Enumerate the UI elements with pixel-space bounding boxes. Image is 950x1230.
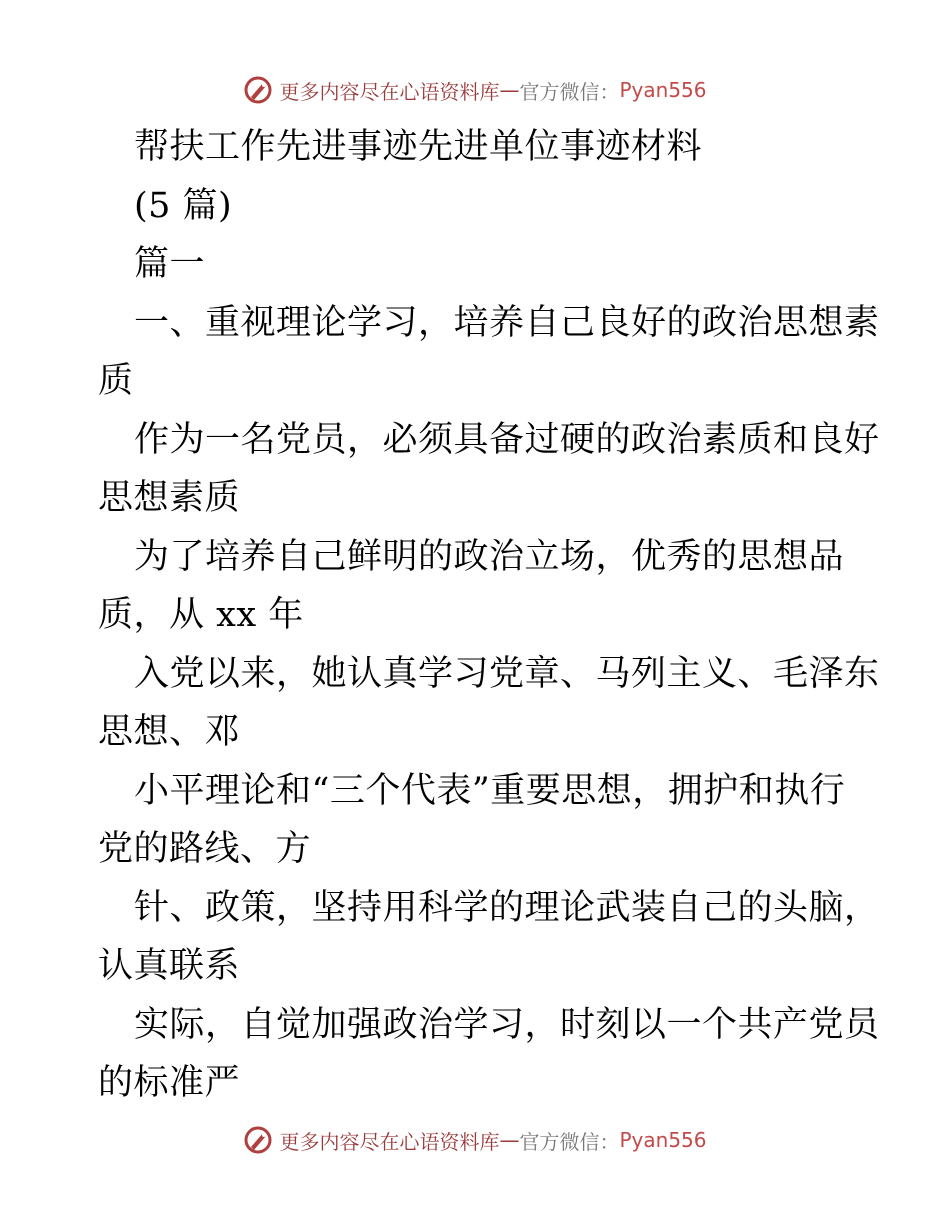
paragraph-line: 思想、邓 — [98, 712, 241, 752]
footer-wechat-id: Pyan556 — [619, 1128, 707, 1152]
footer-site-text: 更多内容尽在心语资料库 — [279, 1129, 500, 1154]
paragraph-line: 针、政策，坚持用科学的理论武装自己的头脑， — [134, 887, 880, 928]
paragraph-line: 小平理论和“三个代表”重要思想，拥护和执行 — [134, 770, 846, 811]
paragraph-line: 质 — [98, 361, 134, 401]
footer-wechat-label: 官方微信： — [519, 1129, 620, 1154]
paragraph-line: 入党以来，她认真学习党章、马列主义、毛泽东 — [134, 653, 880, 694]
pen-logo-icon — [243, 75, 273, 105]
header-site-text: 更多内容尽在心语资料库 — [279, 79, 500, 104]
paragraph-line: 质，从 xx 年 — [98, 595, 304, 635]
paragraph-line: 作为一名党员，必须具备过硬的政治素质和良好 — [134, 419, 880, 460]
document-subtitle: (5 篇) — [134, 185, 233, 226]
paragraph-line: 认真联系 — [98, 946, 241, 986]
header-banner — [0, 70, 950, 110]
footer-banner — [0, 1120, 950, 1160]
header-wechat-label: 官方微信： — [519, 79, 620, 104]
section-heading: 篇一 — [134, 244, 206, 284]
footer-separator: — — [499, 1128, 520, 1152]
header-separator: — — [499, 78, 520, 102]
paragraph-line: 实际，自觉加强政治学习，时刻以一个共产党员 — [134, 1004, 880, 1045]
paragraph-line: 一、重视理论学习，培养自己良好的政治思想素 — [134, 302, 880, 343]
paragraph-line: 思想素质 — [98, 478, 241, 518]
paragraph-line: 党的路线、方 — [98, 829, 312, 869]
header-wechat-id: Pyan556 — [619, 78, 707, 102]
paragraph-line: 为了培养自己鲜明的政治立场，优秀的思想品 — [134, 536, 845, 577]
document-title: 帮扶工作先进事迹先进单位事迹材料 — [134, 127, 703, 167]
document-body — [98, 118, 880, 1113]
pen-logo-icon — [243, 1125, 273, 1155]
paragraph-line: 的标准严 — [98, 1063, 241, 1103]
